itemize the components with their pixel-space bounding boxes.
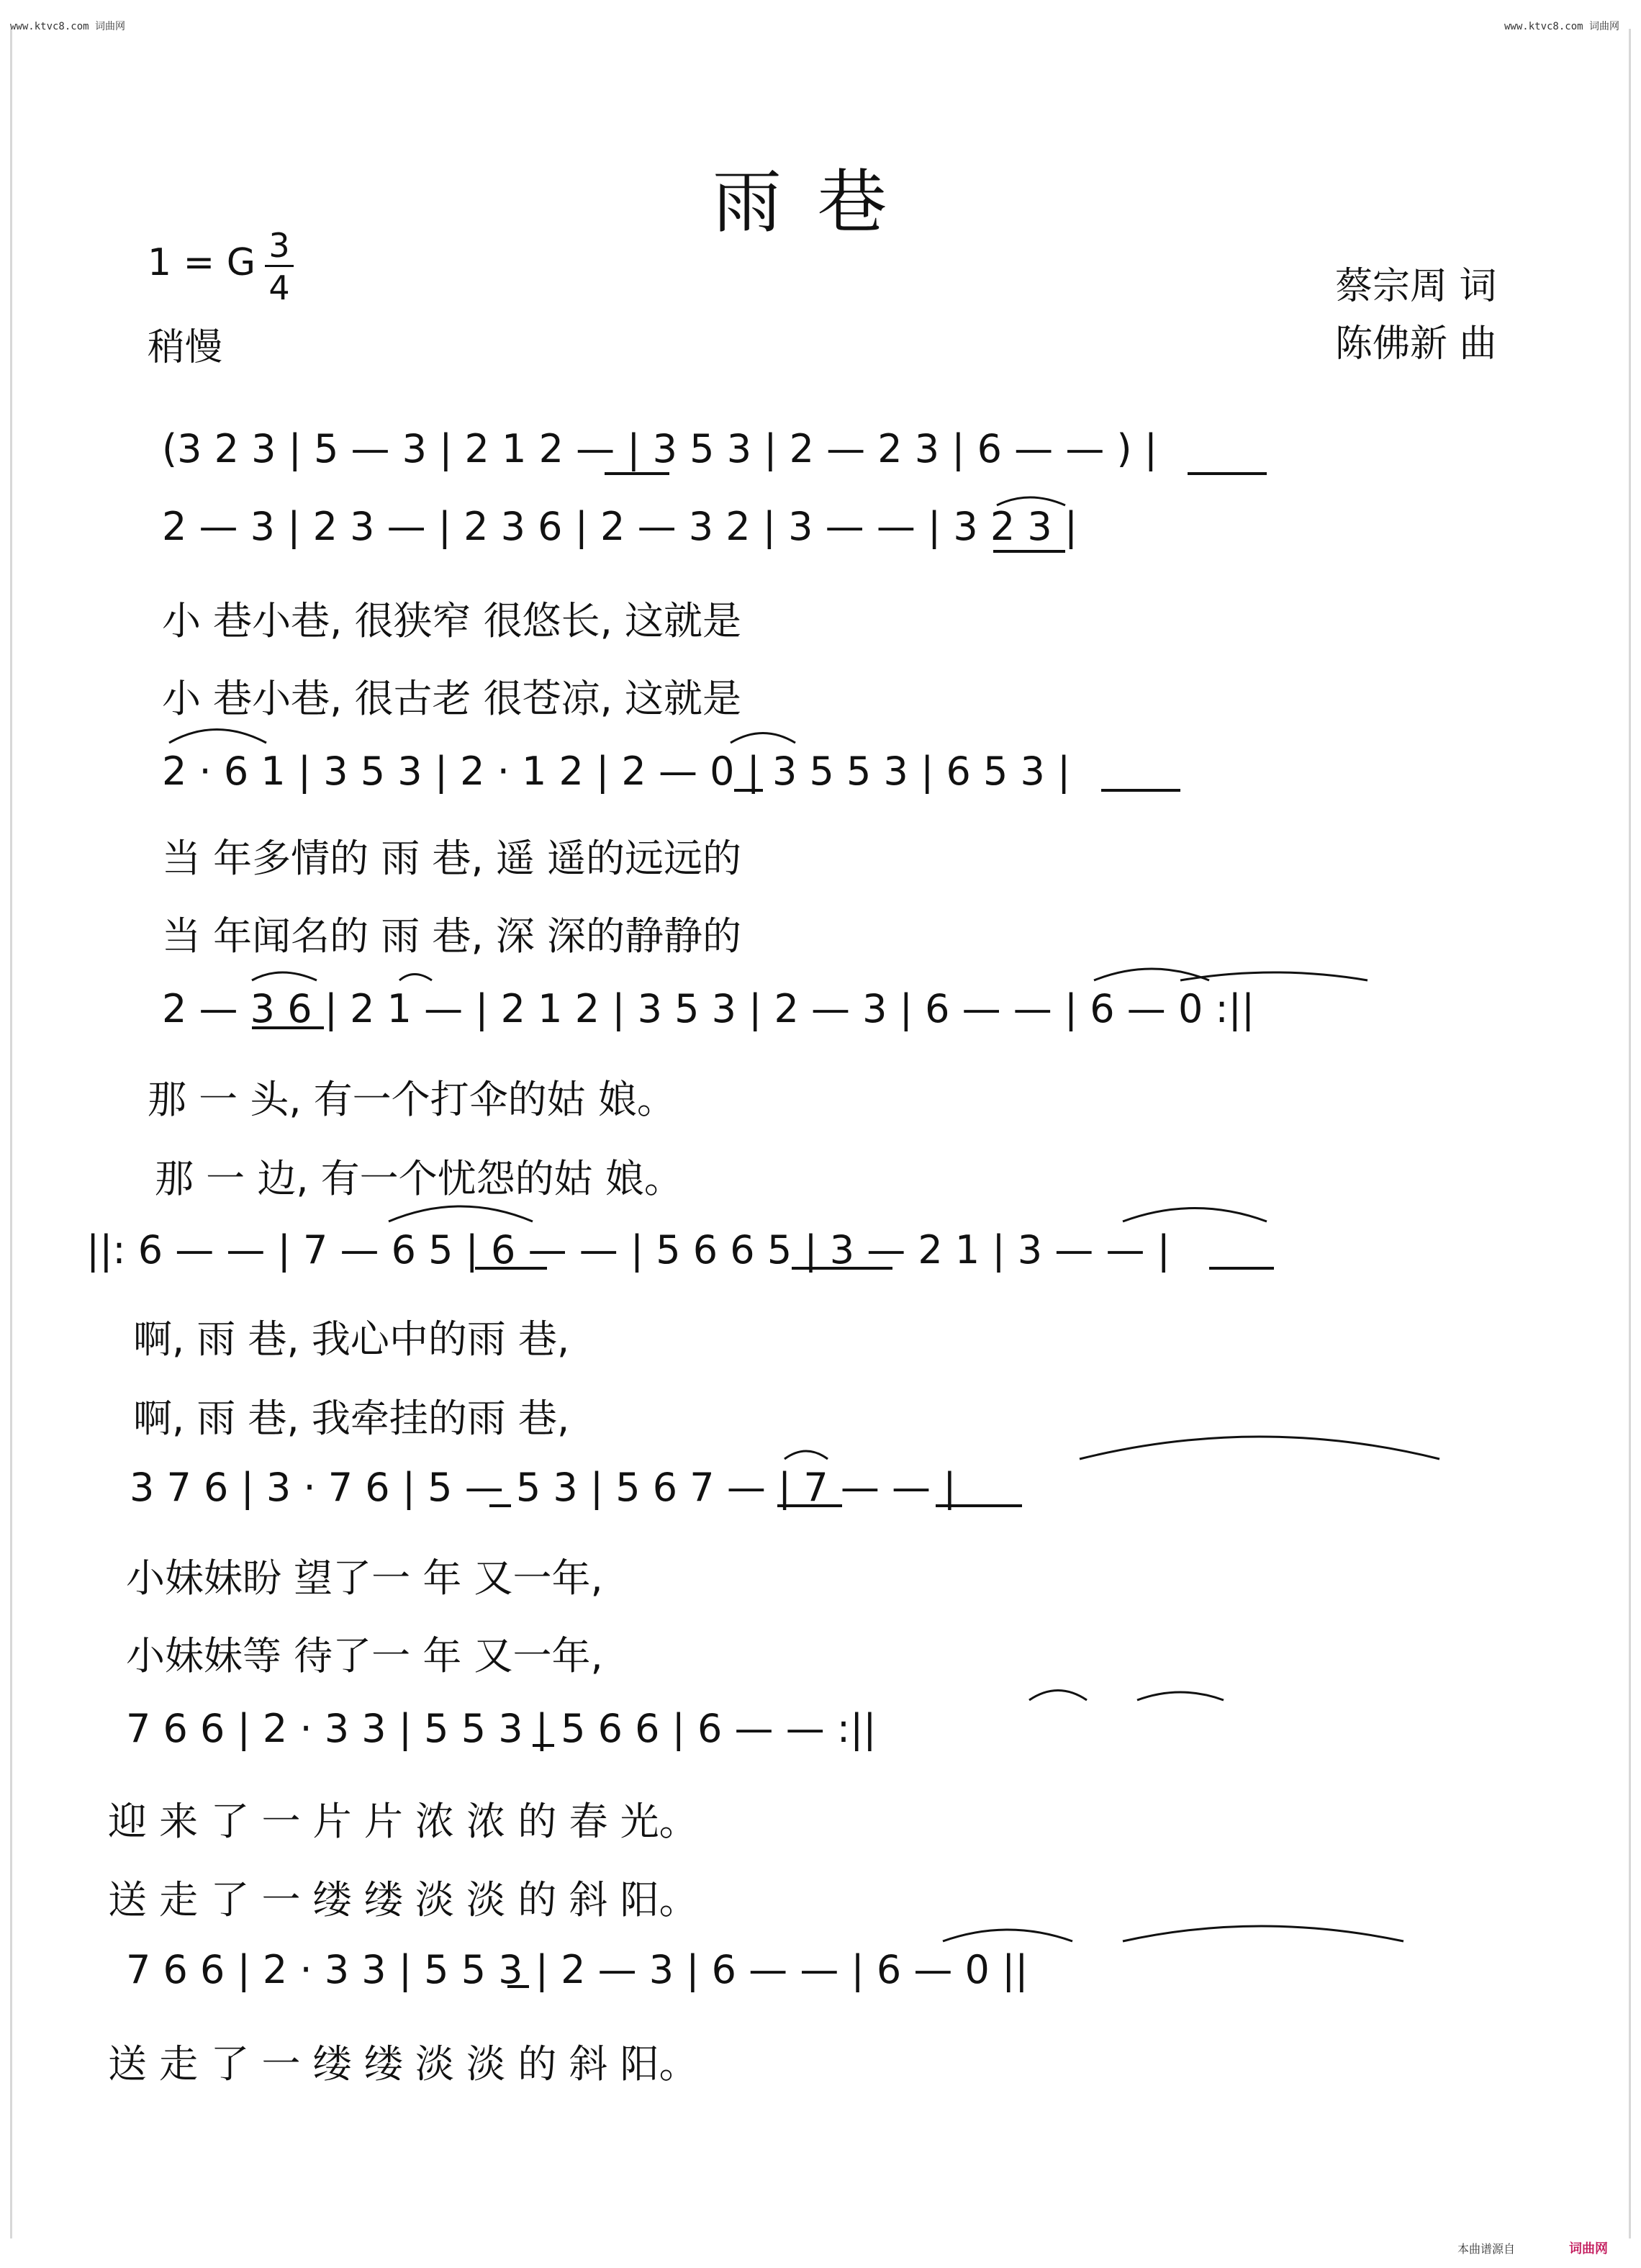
notation-line-1: (3 2 3 | 5 — 3 | 2 1 2 — | 3 5 3 | 2 — 2 3 | 6 — — ) | [162,426,1157,471]
slur-mark [1123,1208,1267,1222]
slur-mark [731,733,795,744]
watermark-right[interactable]: www.ktvc8.com 词曲网 [1504,21,1620,32]
lyric-line-7: 啊, 雨 巷, 我心中的雨 巷, [133,1316,570,1362]
fraction-bar [265,265,294,267]
lyric-line-11: 迎 来 了 一 片 片 浓 浓 的 春 光。 [108,1799,698,1844]
slur-mark [943,1930,1072,1941]
notation-line-4: 2 — 3 6 | 2 1 — | 2 1 2 | 3 5 3 | 2 — 3 | 6 — — | 6 — 0 :|| [162,986,1255,1031]
time-signature [265,226,294,307]
lyricist-credit: 蔡宗周 词 [1335,265,1497,308]
lyric-line-1: 小 巷小巷, 很狭窄 很悠长, 这就是 [162,598,741,643]
lyric-line-13: 送 走 了 一 缕 缕 淡 淡 的 斜 阳。 [108,2041,698,2087]
slur-mark [785,1451,828,1459]
slur-mark [1029,1691,1087,1701]
lyric-line-4: 当 年闻名的 雨 巷, 深 深的静静的 [162,913,741,959]
song-title: 雨巷 [713,162,923,243]
lyric-line-12: 送 走 了 一 缕 缕 淡 淡 的 斜 阳。 [108,1877,698,1923]
lyric-line-6: 那 一 边, 有一个忧怨的姑 娘。 [155,1156,683,1201]
lyric-line-2: 小 巷小巷, 很古老 很苍凉, 这就是 [162,676,741,721]
right-border [1629,29,1631,2238]
lyric-line-9: 小妹妹盼 望了一 年 又一年, [126,1555,603,1601]
lyric-line-5: 那 一 头, 有一个打伞的姑 娘。 [148,1077,676,1122]
notation-line-5: ||: 6 — — | 7 — 6 5 | 6 — — | 5 6 6 5 | 3 — 2 1 | 3 — — | [86,1227,1170,1273]
slur-mark [1094,969,1209,980]
slur-mark [389,1206,533,1221]
lyric-line-10: 小妹妹等 待了一 年 又一年, [126,1633,603,1679]
lyric-line-8: 啊, 雨 巷, 我牵挂的雨 巷, [133,1396,570,1441]
time-signature-bottom: 4 [268,268,290,307]
time-signature-top: 3 [268,226,290,265]
notation-line-8: 7 6 6 | 2 · 3 3 | 5 5 3 | 2 — 3 | 6 — — | 6 — 0 || [126,1947,1029,1992]
lyric-line-3: 当 年多情的 雨 巷, 遥 遥的远远的 [162,836,741,881]
watermark-left[interactable]: www.ktvc8.com 词曲网 [10,21,126,32]
slur-mark [252,972,317,980]
slur-mark [1137,1692,1224,1700]
slur-mark [1180,972,1368,980]
notation-line-2: 2 — 3 | 2 3 — | 2 3 6 | 2 — 3 2 | 3 — — | 3 2 3 | [162,504,1078,549]
footer-source: 本曲谱源自 [1457,2242,1516,2256]
left-border [10,29,12,2238]
key-signature: 1 = G [148,241,256,284]
notation-line-3: 2 · 6 1 | 3 5 3 | 2 · 1 2 | 2 — 0 | 3 5 5 3 | 6 5 3 | [162,749,1071,794]
slur-mark [169,730,266,744]
slur-mark [399,975,432,981]
notation-line-6: 3 7 6 | 3 · 7 6 | 5 — 5 3 | 5 6 7 — | 7 — — | [130,1465,957,1510]
notation-line-7: 7 6 6 | 2 · 3 3 | 5 5 3 | 5 6 6 | 6 — — :|| [126,1706,877,1751]
footer-logo[interactable]: 词曲网 [1569,2241,1608,2256]
slur-mark [1080,1437,1439,1459]
composer-credit: 陈佛新 曲 [1335,322,1497,366]
tempo-marking: 稍慢 [148,326,223,369]
slur-mark [1123,1926,1403,1941]
